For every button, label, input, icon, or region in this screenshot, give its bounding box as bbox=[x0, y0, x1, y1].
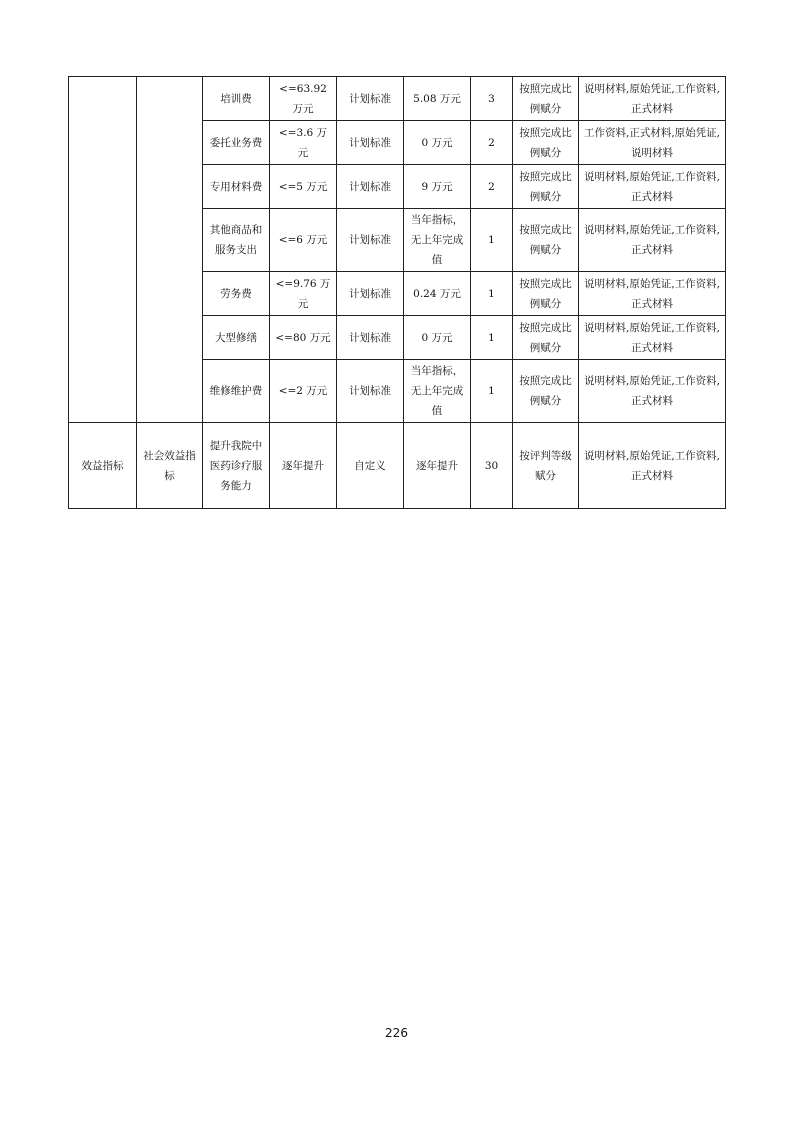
indicator-name: 大型修缮 bbox=[203, 316, 270, 360]
indicator-weight: 3 bbox=[471, 77, 513, 121]
indicator-name: 专用材料费 bbox=[203, 165, 270, 209]
indicator-basis: 计划标准 bbox=[337, 209, 404, 272]
indicator-evidence: 说明材料,原始凭证,工作资料,正式材料 bbox=[579, 209, 726, 272]
indicator-actual: 0.24 万元 bbox=[404, 272, 471, 316]
indicator-weight: 1 bbox=[471, 360, 513, 423]
indicator-evidence: 说明材料,原始凭证,工作资料,正式材料 bbox=[579, 423, 726, 509]
indicator-method: 按照完成比例赋分 bbox=[513, 165, 579, 209]
indicator-basis: 计划标准 bbox=[337, 316, 404, 360]
table-row-benefit bbox=[69, 423, 726, 509]
indicator-basis: 计划标准 bbox=[337, 121, 404, 165]
indicator-weight: 1 bbox=[471, 272, 513, 316]
indicator-index: <=3.6 万元 bbox=[270, 121, 337, 165]
indicator-name: 提升我院中医药诊疗服务能力 bbox=[203, 423, 270, 509]
indicator-table bbox=[68, 76, 726, 509]
level1-cell-continued bbox=[69, 77, 137, 423]
indicator-basis: 计划标准 bbox=[337, 272, 404, 316]
indicator-index: <=9.76 万元 bbox=[270, 272, 337, 316]
indicator-basis: 计划标准 bbox=[337, 77, 404, 121]
indicator-index: <=63.92 万元 bbox=[270, 77, 337, 121]
indicator-method: 按评判等级赋分 bbox=[513, 423, 579, 509]
indicator-method: 按照完成比例赋分 bbox=[513, 77, 579, 121]
indicator-name: 其他商品和服务支出 bbox=[203, 209, 270, 272]
level1-indicator: 效益指标 bbox=[69, 423, 137, 509]
indicator-method: 按照完成比例赋分 bbox=[513, 121, 579, 165]
indicator-weight: 1 bbox=[471, 209, 513, 272]
indicator-weight: 1 bbox=[471, 316, 513, 360]
page-number: 226 bbox=[385, 1026, 408, 1040]
indicator-weight: 2 bbox=[471, 121, 513, 165]
indicator-evidence: 说明材料,原始凭证,工作资料,正式材料 bbox=[579, 272, 726, 316]
indicator-evidence: 说明材料,原始凭证,工作资料,正式材料 bbox=[579, 360, 726, 423]
indicator-method: 按照完成比例赋分 bbox=[513, 360, 579, 423]
indicator-index: <=5 万元 bbox=[270, 165, 337, 209]
indicator-name: 委托业务费 bbox=[203, 121, 270, 165]
indicator-name: 劳务费 bbox=[203, 272, 270, 316]
indicator-index: <=80 万元 bbox=[270, 316, 337, 360]
indicator-index: <=6 万元 bbox=[270, 209, 337, 272]
indicator-weight: 2 bbox=[471, 165, 513, 209]
indicator-basis: 计划标准 bbox=[337, 360, 404, 423]
table-row bbox=[69, 77, 726, 121]
level2-cell-continued bbox=[137, 77, 203, 423]
indicator-actual: 0 万元 bbox=[404, 316, 471, 360]
indicator-actual: 当年指标，无上年完成值 bbox=[404, 360, 471, 423]
indicator-actual: 9 万元 bbox=[404, 165, 471, 209]
indicator-name: 培训费 bbox=[203, 77, 270, 121]
indicator-evidence: 说明材料,原始凭证,工作资料,正式材料 bbox=[579, 316, 726, 360]
indicator-actual: 0 万元 bbox=[404, 121, 471, 165]
indicator-evidence: 说明材料,原始凭证,工作资料,正式材料 bbox=[579, 165, 726, 209]
indicator-method: 按照完成比例赋分 bbox=[513, 272, 579, 316]
level2-indicator: 社会效益指标 bbox=[137, 423, 203, 509]
indicator-evidence: 工作资料,正式材料,原始凭证,说明材料 bbox=[579, 121, 726, 165]
indicator-basis: 自定义 bbox=[337, 423, 404, 509]
indicator-method: 按照完成比例赋分 bbox=[513, 316, 579, 360]
indicator-name: 维修维护费 bbox=[203, 360, 270, 423]
indicator-index: <=2 万元 bbox=[270, 360, 337, 423]
indicator-basis: 计划标准 bbox=[337, 165, 404, 209]
indicator-index: 逐年提升 bbox=[270, 423, 337, 509]
indicator-actual: 5.08 万元 bbox=[404, 77, 471, 121]
indicator-weight: 30 bbox=[471, 423, 513, 509]
indicator-actual: 当年指标，无上年完成值 bbox=[404, 209, 471, 272]
indicator-evidence: 说明材料,原始凭证,工作资料,正式材料 bbox=[579, 77, 726, 121]
indicator-actual: 逐年提升 bbox=[404, 423, 471, 509]
indicator-method: 按照完成比例赋分 bbox=[513, 209, 579, 272]
